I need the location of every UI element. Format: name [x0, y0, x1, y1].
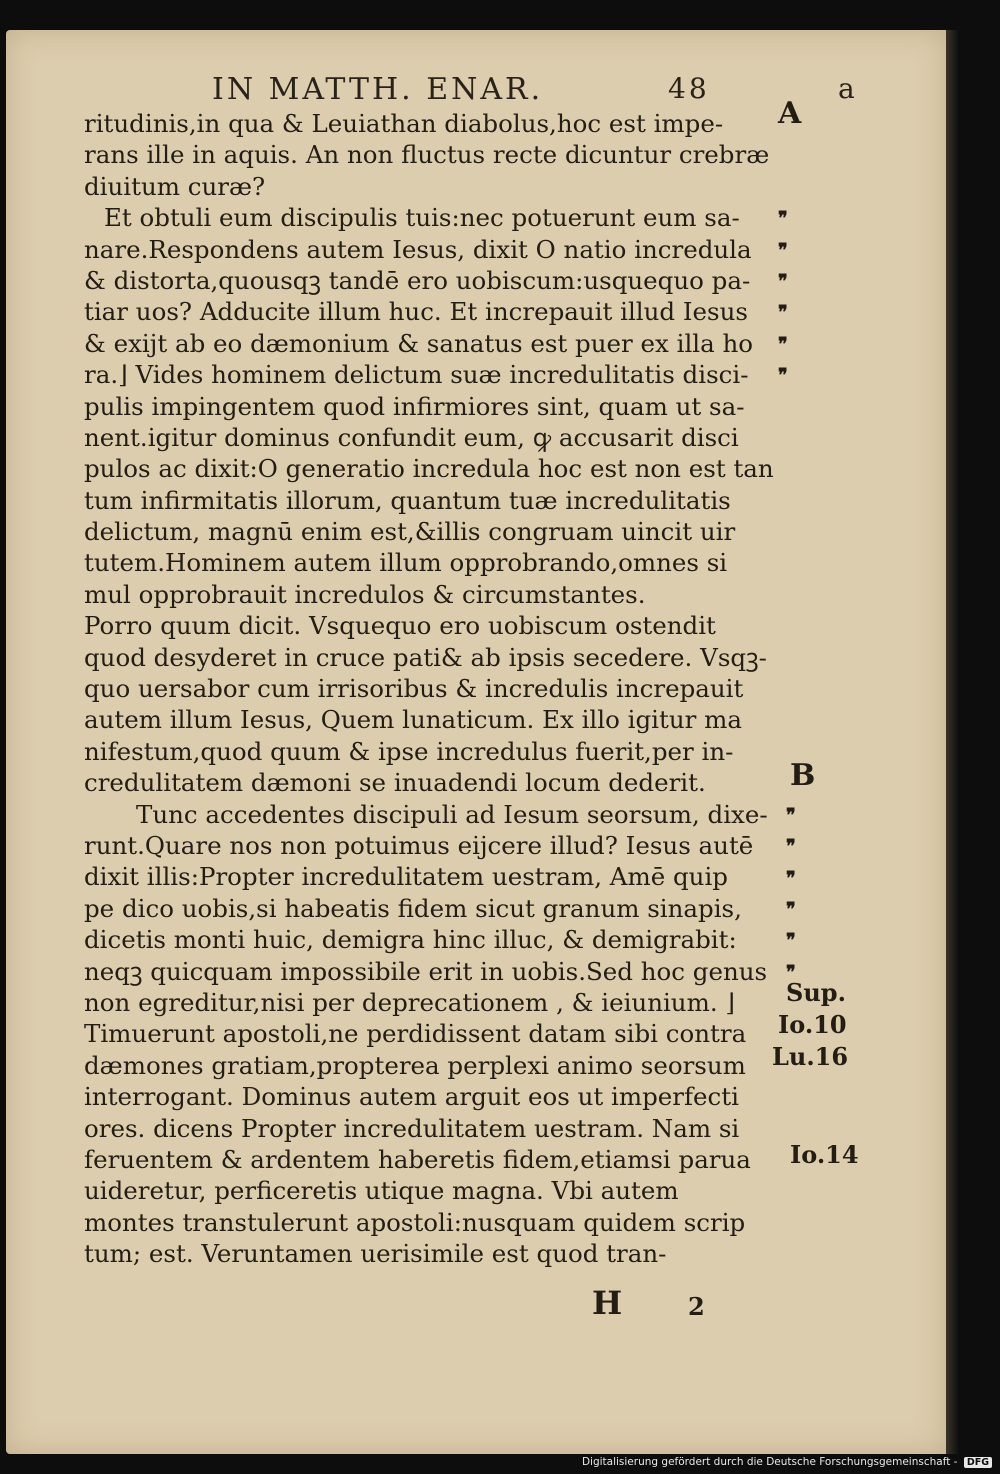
text-line: feruentem & ardentem haberetis fidem,etiamsi parua [84, 1144, 751, 1174]
text-line: & distorta,quousqꝫ tandē ero uobiscum:usquequo pa- [84, 265, 751, 295]
folio-secondary: a [838, 72, 858, 105]
text-line: runt.Quare nos non potuimus eijcere illud? Iesus autē [84, 830, 754, 860]
footer-text: Digitalisierung gefördert durch die Deutsche Forschungsgemeinschaft - [581, 1456, 958, 1468]
quote-mark: ❞ [778, 239, 787, 261]
text-line: nifestum,quod quum & ipse incredulus fuerit,per in- [84, 736, 734, 766]
text-line: autem illum Iesus, Quem lunaticum. Ex illo igitur ma [84, 705, 742, 735]
running-head: IN MATTH. ENAR. [212, 72, 544, 107]
text-line: nare.Respondens autem Iesus, dixit O natio incredula [84, 234, 752, 264]
text-line: neqꝫ quicquam impossibile erit in uobis.Sed hoc genus [84, 956, 768, 986]
text-line: credulitatem dæmoni se inuadendi locum dederit. [84, 768, 706, 798]
text-line: dixit illis:Propter incredulitatem uestram, Amē quip [84, 862, 728, 892]
text-line: tutem.Hominem autem illum opprobrando,omnes si [84, 548, 728, 578]
margin-letter-b: B [790, 758, 816, 793]
text-line: pulos ac dixit:O generatio incredula hoc est non est tan [84, 454, 774, 484]
text-line: Porro quum dicit. Vsquequo ero uobiscum ostendit [84, 611, 716, 641]
text-line: diuitum curæ? [84, 171, 266, 201]
digitization-footer [582, 1456, 992, 1468]
folio-number: 48 [668, 72, 710, 105]
quote-mark: ❞ [786, 930, 795, 952]
text-line: delictum, magnū enim est,&illis congruam uincit uir [84, 517, 736, 547]
quote-mark: ❞ [778, 333, 787, 355]
dfg-logo: DFG [964, 1457, 992, 1468]
quote-mark: ❞ [778, 208, 787, 230]
text-line: & exijt ab eo dæmonium & sanatus est puer ex illa ho [84, 328, 754, 358]
body-text [84, 108, 784, 1269]
text-line: pe dico uobis,si habeatis fidem sicut granum sinapis, [84, 893, 742, 923]
text-line: pulis impingentem quod infirmiores sint, quam ut sa- [84, 391, 745, 421]
text-line: tum; est. Veruntamen uerisimile est quod tran- [84, 1239, 667, 1269]
text-line: interrogant. Dominus autem arguit eos ut imperfecti [84, 1082, 739, 1112]
margin-ref-io10: Io.10 [778, 1010, 847, 1039]
text-line: dæmones gratiam,propterea perplexi animo seorsum [84, 1050, 746, 1080]
text-line: quo uersabor cum irrisoribus & incredulis increpauit [84, 674, 744, 704]
text-line: Timuerunt apostoli,ne perdidissent datam sibi contra [84, 1019, 747, 1049]
page-edge-shadow [946, 30, 958, 1454]
margin-ref-sup: Sup. [786, 978, 846, 1007]
quote-mark: ❞ [786, 867, 795, 889]
text-line: mul opprobrauit incredulos & circumstantes. [84, 579, 646, 609]
text-line: ores. dicens Propter incredulitatem uestram. Nam si [84, 1113, 740, 1143]
text-line: Et obtuli eum discipulis tuis:nec potuerunt eum sa- [104, 203, 740, 233]
quote-mark: ❞ [786, 836, 795, 858]
text-line: quod desyderet in cruce pati& ab ipsis secedere. Vsqꝫ- [84, 642, 767, 672]
quote-mark: ❞ [786, 961, 795, 983]
quote-mark: ❞ [786, 899, 795, 920]
text-line: Tunc accedentes discipuli ad Iesum seorsum, dixe- [136, 799, 768, 829]
text-line: non egreditur,nisi per deprecationem , & ieiunium. ⌋ [84, 987, 735, 1017]
text-line: ra.⌋ Vides hominem delictum suæ incredulitatis disci- [84, 360, 749, 390]
signature-mark-number: 2 [688, 1292, 705, 1321]
text-line: tum infirmitatis illorum, quantum tuæ incredulitatis [84, 485, 731, 515]
margin-letter-a: A [778, 96, 802, 131]
quote-mark: ❞ [778, 271, 787, 292]
quote-mark: ❞ [778, 365, 787, 387]
quote-mark: ❞ [778, 302, 787, 324]
text-line: nent.igitur dominus confundit eum, ꝙ accusarit disci [84, 422, 739, 452]
signature-mark-letter: H [592, 1284, 623, 1322]
margin-ref-lu16: Lu.16 [772, 1042, 849, 1071]
text-line: montes transtulerunt apostoli:nusquam quidem scrip [84, 1207, 746, 1237]
text-line: ritudinis,in qua & Leuiathan diabolus,hoc est impe- [84, 109, 724, 138]
text-line: tiar uos? Adducite illum huc. Et increpauit illud Iesus [84, 297, 748, 327]
text-line: rans ille in aquis. An non fluctus recte dicuntur crebræ [84, 140, 770, 170]
margin-ref-io14: Io.14 [790, 1140, 859, 1169]
text-line: dicetis monti huic, demigra hinc illuc, & demigrabit: [84, 925, 737, 955]
quote-mark: ❞ [786, 804, 795, 826]
text-line: uideretur, perficeretis utique magna. Vbi autem [84, 1176, 679, 1206]
